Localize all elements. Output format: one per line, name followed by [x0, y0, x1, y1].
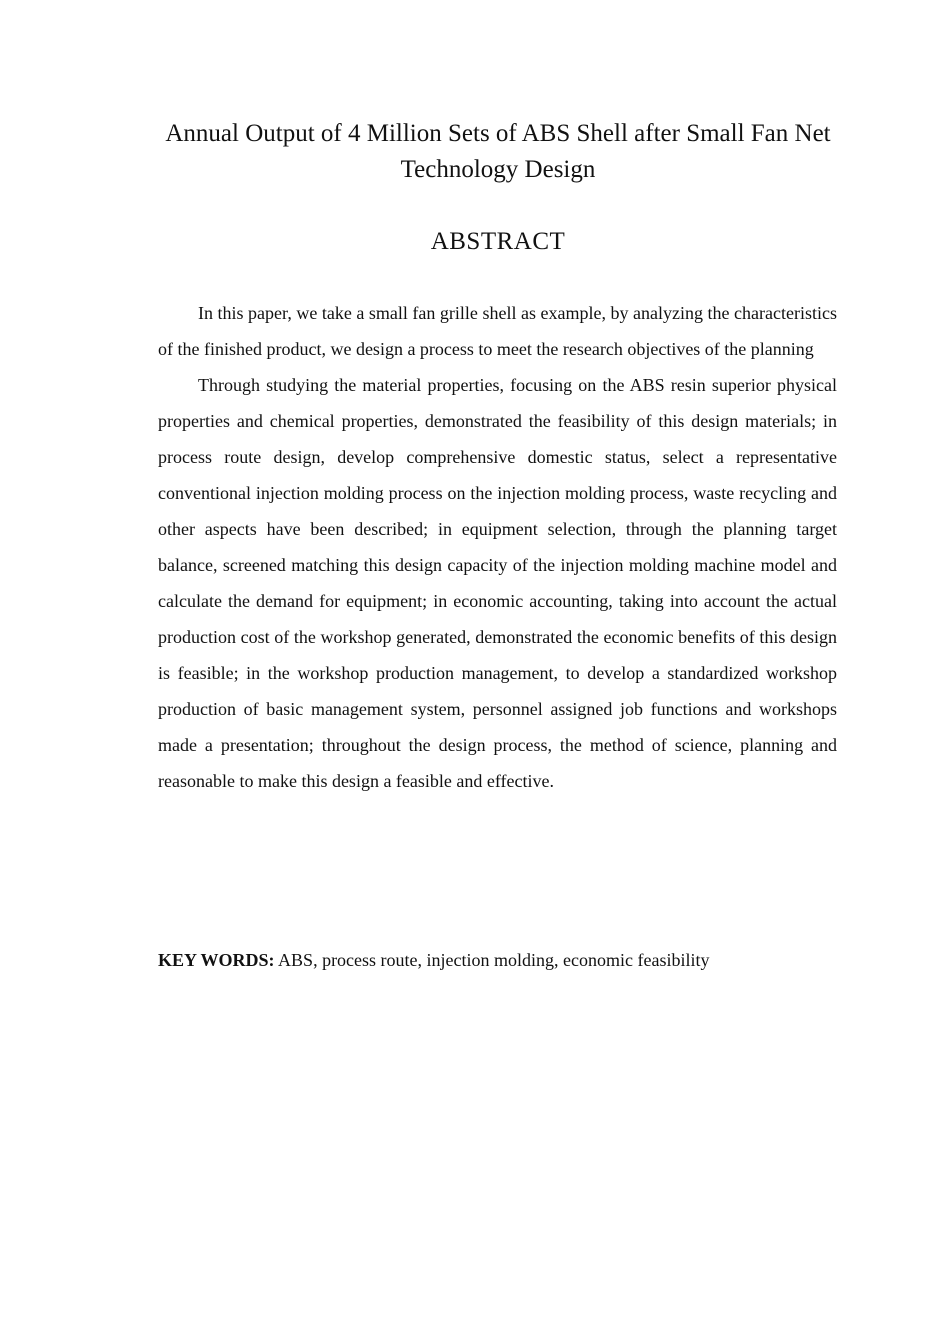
keywords-label: KEY WORDS: [158, 950, 275, 970]
abstract-body [158, 295, 837, 799]
keywords-line [158, 942, 837, 978]
keywords-value: ABS, process route, injection molding, economic feasibility [278, 950, 710, 970]
abstract-paragraph-2: Through studying the material properties, focusing on the ABS resin superior physical properties and chemical properties, demonstrated the feasibility of this design materials; in process route design, develop comprehensive domestic status, select a representative conventional injection molding process on the injection molding process, waste recycling and other aspects have been described; in equipment selection, through the planning target balance, screened matching this design capacity of the injection molding machine model and calculate the demand for equipment; in economic accounting, taking into account the actual production cost of the workshop generated, demonstrated the economic benefits of this design is feasible; in the workshop production management, to develop a standardized workshop production of basic management system, personnel assigned job functions and workshops made a presentation; throughout the design process, the method of science, planning and reasonable to make this design a feasible and effective. [158, 375, 837, 791]
abstract-paragraph-1: In this paper, we take a small fan grille shell as example, by analyzing the characteristics of the finished product, we design a process to meet the research objectives of the planning [158, 303, 837, 359]
abstract-heading: ABSTRACT [430, 228, 566, 255]
paper-title: Annual Output of 4 Million Sets of ABS Shell after Small Fan Net Technology Design [165, 120, 831, 183]
